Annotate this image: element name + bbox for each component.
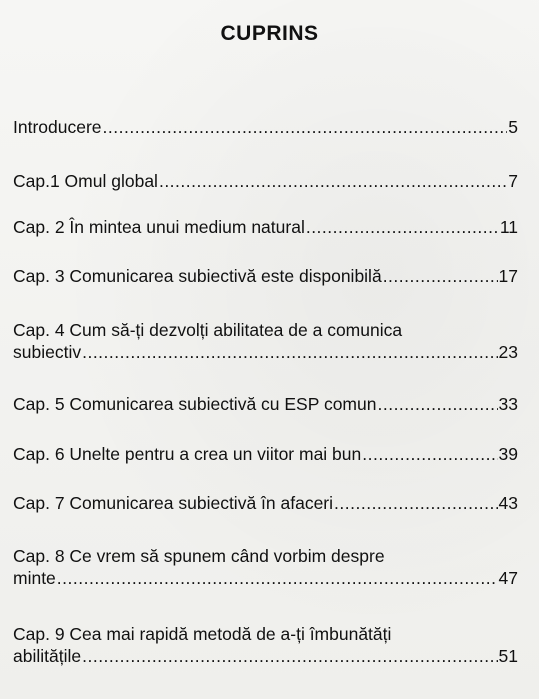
- toc-entry-first-line: Cap. 4 Cum să-ți dezvolți abilitatea de a comunica: [13, 320, 403, 340]
- toc-row: [13, 216, 518, 238]
- toc-entry-introducere: [13, 116, 518, 138]
- dot-leader: [82, 645, 497, 667]
- toc-page-number: 17: [498, 266, 518, 286]
- toc-row: [13, 265, 518, 287]
- dot-leader: [159, 170, 507, 192]
- toc-entry-cap-4: [13, 319, 518, 363]
- toc-row: [13, 116, 518, 138]
- toc-entry-label: Cap. 5 Comunicarea subiectivă cu ESP comun: [13, 394, 377, 414]
- toc-entry-label: Introducere: [13, 117, 102, 137]
- toc-entry-label: Cap. 7 Comunicarea subiectivă în afaceri: [13, 493, 334, 513]
- toc-row: [13, 170, 518, 192]
- toc-page-number: 51: [498, 646, 518, 666]
- toc-entry-label: Cap. 3 Comunicarea subiectivă este disponibilă: [13, 266, 382, 286]
- toc-row: [13, 567, 518, 589]
- toc-row: [13, 645, 518, 667]
- toc-entry-cap-6: [13, 443, 518, 465]
- toc-row: [13, 443, 518, 465]
- toc-row: [13, 341, 518, 363]
- page-title: CUPRINS: [220, 22, 319, 45]
- toc-entry-first-line: Cap. 8 Ce vrem să spunem când vorbim despre: [13, 546, 385, 566]
- toc-page-number: 39: [498, 444, 518, 464]
- toc-entry-label: Cap. 6 Unelte pentru a crea un viitor mai bun: [13, 444, 362, 464]
- dot-leader: [377, 393, 497, 415]
- toc-entry-cap-8: [13, 545, 518, 589]
- dot-leader: [383, 265, 498, 287]
- toc-entry-cap-3: [13, 265, 518, 287]
- toc-page-number: 5: [508, 117, 518, 137]
- toc-page-number: 7: [508, 171, 518, 191]
- toc-row: [13, 393, 518, 415]
- dot-leader: [82, 341, 497, 363]
- dot-leader: [57, 567, 498, 589]
- toc-entry-label: Cap.1 Omul global: [13, 171, 158, 191]
- toc-entry-label: subiectiv: [13, 342, 82, 362]
- toc-entry-cap-7: [13, 492, 518, 514]
- toc-page-number: 23: [498, 342, 518, 362]
- toc-entry-label: Cap. 2 În mintea unui medium natural: [13, 217, 305, 237]
- toc-entry-cap-9: [13, 623, 518, 667]
- toc-page-number: 43: [498, 493, 518, 513]
- toc-entry-label: abilitățile: [13, 646, 82, 666]
- toc-page-number: 47: [498, 568, 518, 588]
- toc-row: [13, 492, 518, 514]
- toc-page-number: 11: [499, 217, 518, 237]
- toc-entry-cap-1: [13, 170, 518, 192]
- toc-page-number: 33: [498, 394, 518, 414]
- toc-entry-label: minte: [13, 568, 56, 588]
- dot-leader: [334, 492, 498, 514]
- dot-leader: [306, 216, 499, 238]
- toc-entry-first-line: Cap. 9 Cea mai rapidă metodă de a-ți îmbunătăți: [13, 624, 392, 644]
- toc-entry-cap-5: [13, 393, 518, 415]
- toc-entry-cap-2: [13, 216, 518, 238]
- dot-leader: [362, 443, 497, 465]
- dot-leader: [103, 116, 508, 138]
